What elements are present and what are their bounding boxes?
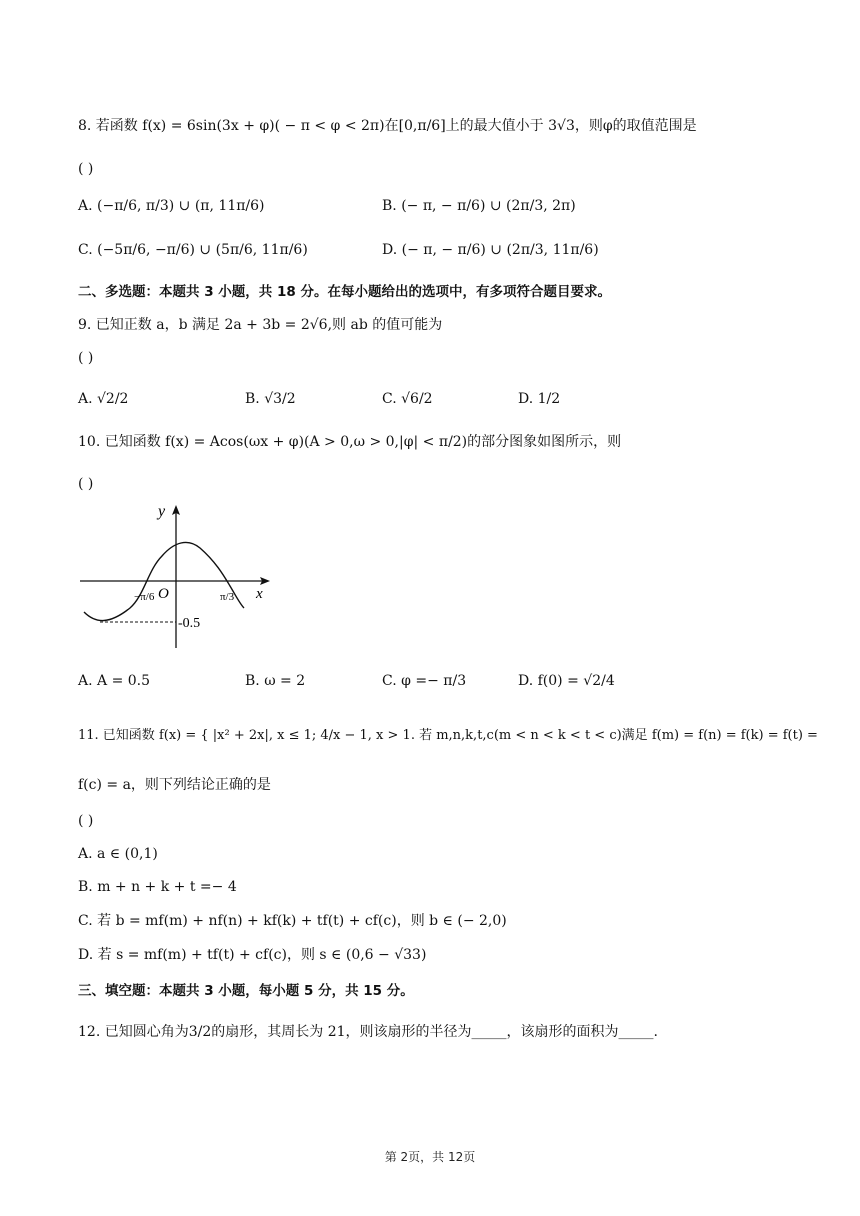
left-tick-label: −π/6 — [134, 591, 155, 603]
q9-option-a: A. √2/2 — [78, 391, 129, 407]
q10-option-b: B. ω = 2 — [245, 673, 306, 689]
q9-paren: ( ) — [78, 350, 94, 366]
q11-paren: ( ) — [78, 813, 94, 829]
q10-option-d: D. f(0) = √2/4 — [518, 673, 615, 689]
q11-option-b: B. m + n + k + t =− 4 — [78, 879, 237, 895]
q9-stem: 9. 已知正数 a，b 满足 2a + 3b = 2√6,则 ab 的值可能为 — [78, 317, 443, 333]
q8-option-a: A. (−π/6, π/3) ∪ (π, 11π/6) — [78, 198, 265, 214]
section-heading-multiple-choice: 二、多选题：本题共 3 小题，共 18 分。在每小题给出的选项中，有多项符合题目要求。 — [78, 284, 611, 300]
section-heading-fill-in: 三、填空题：本题共 3 小题，每小题 5 分，共 15 分。 — [78, 983, 414, 999]
q8-option-c: C. (−5π/6, −π/6) ∪ (5π/6, 11π/6) — [78, 242, 308, 258]
q10-option-a: A. A = 0.5 — [78, 673, 151, 689]
y-axis-label: y — [158, 503, 166, 520]
q11-option-d: D. 若 s = mf(m) + tf(t) + cf(c)，则 s ∈ (0,6 − √33) — [78, 947, 427, 963]
q8-option-d: D. (− π, − π/6) ∪ (2π/3, 11π/6) — [382, 242, 599, 258]
page-footer: 第 2页，共 12页 — [384, 1150, 476, 1164]
q8-paren: ( ) — [78, 161, 94, 177]
q11-option-c: C. 若 b = mf(m) + nf(n) + kf(k) + tf(t) + cf(c)，则 b ∈ (− 2,0) — [78, 913, 507, 929]
q11-stem: 11. 已知函数 f(x) = { |x² + 2x|, x ≤ 1; 4/x − 1, x > 1. 若 m,n,k,t,c(m < n < k < t < c)满足 f(m) = f(n) = f(k) = f(t) = — [78, 728, 818, 743]
q11-option-a: A. a ∈ (0,1) — [78, 846, 158, 862]
q9-option-d: D. 1/2 — [518, 391, 561, 407]
q10-option-c: C. φ =− π/3 — [382, 673, 467, 689]
q8-option-b: B. (− π, − π/6) ∪ (2π/3, 2π) — [382, 198, 576, 214]
q9-option-b: B. √3/2 — [245, 391, 296, 407]
origin-label: O — [158, 586, 169, 602]
q11-stem-continued: f(c) = a，则下列结论正确的是 — [78, 777, 271, 793]
q10-function-graph — [78, 500, 278, 650]
right-tick-label: π/3 — [220, 591, 235, 603]
x-axis-label: x — [256, 586, 263, 602]
q10-paren: ( ) — [78, 476, 94, 492]
q9-option-c: C. √6/2 — [382, 391, 433, 407]
q10-stem: 10. 已知函数 f(x) = Acos(ωx + φ)(A > 0,ω > 0,|φ| < π/2)的部分图象如图所示，则 — [78, 434, 622, 450]
q12-stem: 12. 已知圆心角为3/2的扇形，其周长为 21，则该扇形的半径为_____，该扇形的面积为_____. — [78, 1024, 658, 1040]
minimum-value-label: -0.5 — [178, 616, 201, 631]
q8-stem: 8. 若函数 f(x) = 6sin(3x + φ)( − π < φ < 2π)在[0,π/6]上的最大值小于 3√3，则φ的取值范围是 — [78, 118, 697, 134]
